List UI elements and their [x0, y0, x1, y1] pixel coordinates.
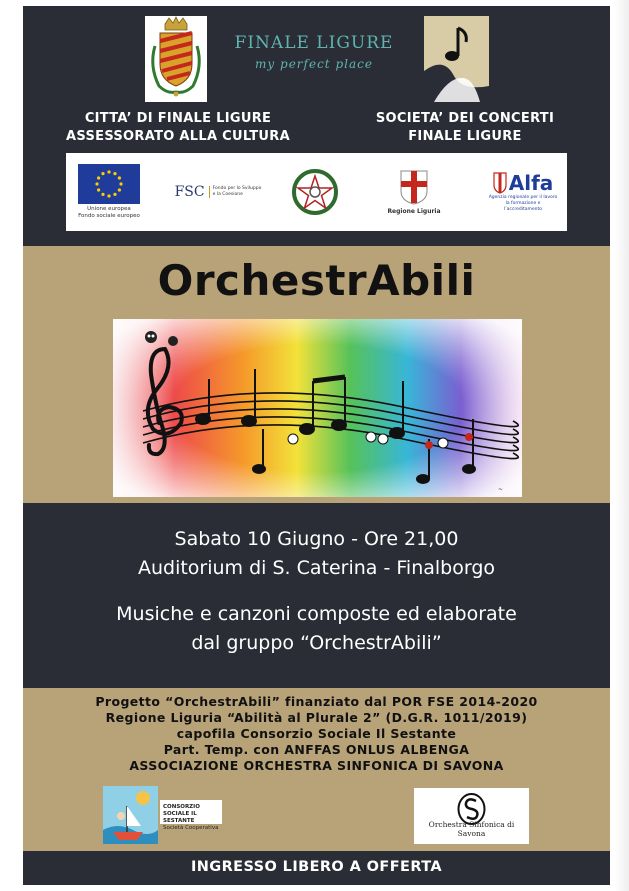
- orchestra-name-text: Orchestra Sinfonica di Savona: [428, 820, 515, 838]
- city-brand-tagline: my perfect place: [255, 57, 373, 71]
- alfa-label-line-2: la formazione e l’accreditamento: [503, 201, 543, 212]
- event-description-line-1: Musiche e canzoni composte ed elaborate: [116, 603, 517, 625]
- region-label-text: Regione Liguria: [387, 208, 441, 215]
- eu-label-line-2: Fondo sociale europeo: [78, 213, 140, 219]
- sestante-illustration-icon: [103, 786, 158, 844]
- event-date-time: Sabato 10 Giugno - Ore 21,00: [174, 528, 459, 550]
- city-council-heading: [43, 110, 313, 146]
- eu-flag-icon: [78, 164, 140, 204]
- fsc-logo: [168, 159, 268, 225]
- concert-society-logo-icon: [424, 16, 489, 102]
- republic-emblem-icon: [292, 169, 338, 215]
- eu-logo: [72, 159, 146, 225]
- liguria-region-logo: [384, 159, 444, 225]
- page-edge-shadow: [615, 0, 629, 891]
- free-entry-text: INGRESSO LIBERO A OFFERTA: [190, 859, 443, 875]
- project-info-band: [23, 688, 610, 851]
- alfa-shield-icon: [493, 172, 507, 194]
- event-title: OrchestrAbili: [157, 256, 476, 305]
- project-line-5: ASSOCIAZIONE ORCHESTRA SINFONICA DI SAVONA: [129, 758, 504, 773]
- project-line-1: Progetto “OrchestrAbili” finanziato dal POR FSE 2014-2020: [95, 694, 538, 709]
- liguria-shield-icon: [399, 169, 429, 205]
- footer-band: [23, 851, 610, 885]
- event-description-line-2: dal gruppo “OrchestrAbili”: [191, 632, 442, 654]
- society-town-text: FINALE LIGURE: [408, 129, 522, 144]
- header-band: [23, 6, 610, 246]
- concert-society-heading: [345, 110, 585, 146]
- city-crest-icon: [145, 16, 207, 102]
- project-line-3: capofila Consorzio Sociale Il Sestante: [176, 726, 457, 741]
- city-brand-title: FINALE LIGURE: [234, 33, 394, 53]
- title-band: [23, 246, 610, 503]
- fsc-name-text: FSC: [174, 184, 205, 200]
- partner-logos-strip: [66, 153, 567, 231]
- project-funding-text: [23, 694, 610, 774]
- poster: [23, 6, 610, 885]
- sestante-consortium-label: [160, 800, 222, 831]
- sestante-label-line-2: Società Cooperativa: [163, 825, 219, 831]
- society-name-text: SOCIETA’ DEI CONCERTI: [375, 111, 555, 126]
- alfa-name-text: Alfa: [508, 171, 554, 195]
- project-line-4: Part. Temp. con ANFFAS ONLUS ALBENGA: [163, 742, 470, 757]
- project-line-2: Regione Liguria “Abilità al Plurale 2” (D.G.R. 1011/2019): [105, 710, 528, 725]
- city-name-text: CITTA’ DI FINALE LIGURE: [84, 111, 272, 126]
- sestante-label-line-1: CONSORZIO SOCIALE IL SESTANTE: [163, 804, 200, 824]
- italian-republic-emblem: [286, 159, 344, 225]
- svg-text:~: ~: [497, 486, 503, 493]
- event-details-band: [23, 503, 610, 688]
- culture-department-text: ASSESSORATO ALLA CULTURA: [66, 129, 290, 144]
- event-venue: Auditorium di S. Caterina - Finalborgo: [137, 557, 496, 579]
- alfa-label-line-1: Agenzia regionale per il lavoro: [488, 195, 558, 200]
- eu-label-line-1: Unione europea: [87, 206, 131, 212]
- fsc-label-line-1: Fondo per lo Sviluppo: [212, 186, 262, 191]
- orchestra-sinfonica-logo: [414, 788, 529, 844]
- alfa-logo: [486, 159, 560, 225]
- fsc-label-line-2: e la Coesione: [212, 192, 243, 197]
- rainbow-music-notes-illustration: [113, 319, 522, 497]
